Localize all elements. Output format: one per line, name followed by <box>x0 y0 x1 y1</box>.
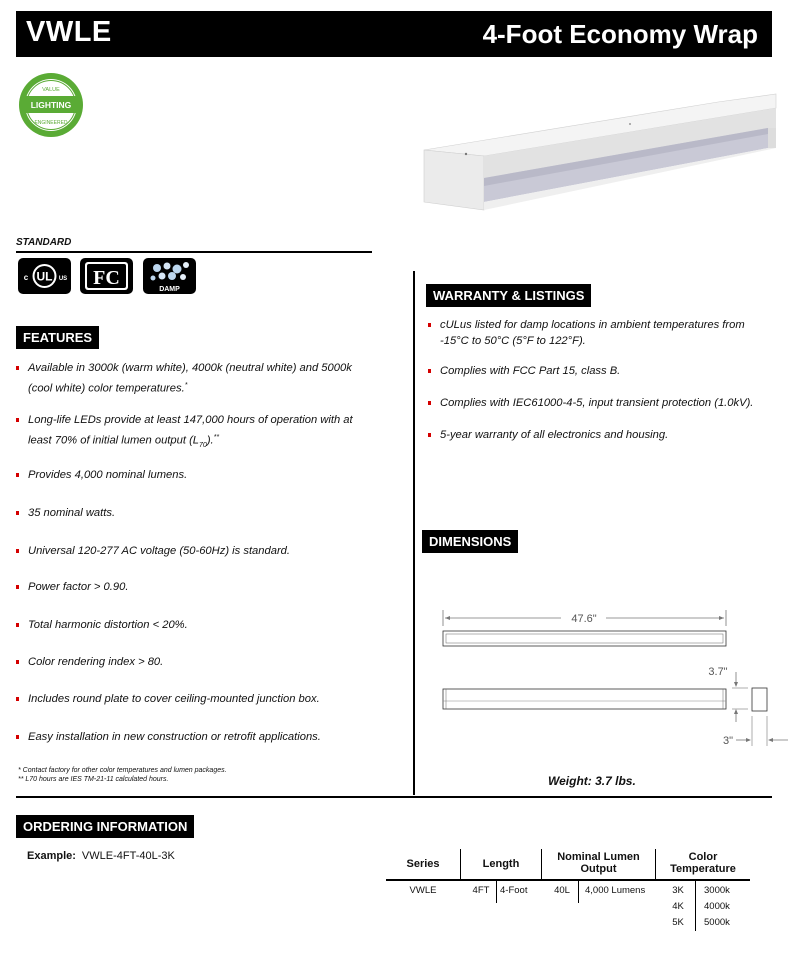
feature-item: Provides 4,000 nominal lumens. <box>16 467 386 484</box>
column-divider <box>413 271 415 795</box>
color-code: 3K <box>672 885 684 896</box>
length-code: 4FT <box>472 885 490 896</box>
length-dimension: 47.6" <box>571 613 597 625</box>
color-desc: 4000k <box>704 901 730 912</box>
ul-listed-icon <box>18 258 71 294</box>
table-divider <box>655 849 656 879</box>
series-value: VWLE <box>409 885 437 896</box>
feature-item: Color rendering index > 80. <box>16 654 386 671</box>
svg-text:US: US <box>58 276 68 282</box>
dimension-drawing <box>436 600 796 760</box>
feature-item: Available in 3000k (warm white), 4000k (neutral white) and 5000k (cool white) color temperatures.* <box>16 360 386 398</box>
col-lumen-header: Nominal Lumen Output <box>557 851 640 875</box>
model-name: VWLE <box>26 16 112 48</box>
table-divider <box>460 849 461 879</box>
example-label: Example: <box>27 850 76 862</box>
features-heading: FEATURES <box>16 326 99 349</box>
svg-text:UL: UL <box>36 269 53 284</box>
feature-item: 35 nominal watts. <box>16 505 386 522</box>
standard-rule <box>16 251 372 253</box>
dimensions-heading: DIMENSIONS <box>422 530 518 553</box>
product-image <box>418 88 778 218</box>
standard-label: STANDARD <box>16 237 72 248</box>
badge-middle-text: LIGHTING <box>30 100 72 110</box>
color-code: 5K <box>672 917 684 928</box>
title-bar <box>16 11 772 57</box>
warranty-heading: WARRANTY & LISTINGS <box>426 284 591 307</box>
svg-text:c: c <box>23 273 29 282</box>
ordering-example <box>27 850 175 862</box>
footnote: ** L70 hours are IES TM-21-11 calculated hours. <box>18 776 169 783</box>
cell-divider <box>496 881 497 903</box>
product-title: 4-Foot Economy Wrap <box>482 19 758 49</box>
lumen-code: 40L <box>554 885 570 896</box>
svg-text:DAMP: DAMP <box>159 286 180 293</box>
feature-item: Power factor > 0.90. <box>16 579 386 596</box>
damp-rated-icon <box>143 258 196 294</box>
length-desc: 4-Foot <box>500 885 528 896</box>
warranty-item: Complies with FCC Part 15, class B. <box>428 363 783 379</box>
col-color-header: Color Temperature <box>670 851 736 875</box>
feature-item: Long-life LEDs provide at least 147,000 hours of operation with at least 70% of initial lumen output $(L_{70}).^{**}$ <box>16 412 386 454</box>
value-engineered-badge <box>18 72 84 138</box>
cell-divider <box>695 881 696 931</box>
feature-item: Includes round plate to cover ceiling-mounted junction box. <box>16 691 386 708</box>
warranty-item: cULus listed for damp locations in ambient temperatures from -15°C to 50°C (5°F to 122°F). <box>428 317 783 349</box>
badge-top-text: VALUE <box>42 87 60 93</box>
width-dimension: 3" <box>722 735 734 747</box>
footnote: * Contact factory for other color temperatures and lumen packages. <box>18 767 227 774</box>
feature-item: Universal 120-277 AC voltage (50-60Hz) is standard. <box>16 543 386 560</box>
feature-item: Easy installation in new construction or retrofit applications. <box>16 729 386 746</box>
badge-bottom-text: ENGINEERED <box>34 120 68 126</box>
lumen-desc: 4,000 Lumens <box>585 885 646 896</box>
footnotes <box>18 766 227 784</box>
table-divider <box>541 849 542 879</box>
section-divider <box>16 796 772 798</box>
svg-text:FC: FC <box>93 267 120 289</box>
height-dimension: 3.7" <box>708 666 728 678</box>
color-code: 4K <box>672 901 684 912</box>
col-length-header: Length <box>482 858 520 870</box>
ordering-heading: ORDERING INFORMATION <box>16 815 194 838</box>
color-desc: 3000k <box>704 885 730 896</box>
color-desc: 5000k <box>704 917 730 928</box>
cell-divider <box>578 881 579 903</box>
col-series-header: Series <box>406 858 440 870</box>
warranty-item: 5-year warranty of all electronics and housing. <box>428 427 783 443</box>
warranty-item: Complies with IEC61000-4-5, input transient protection (1.0kV). <box>428 395 783 411</box>
fcc-icon <box>80 258 133 294</box>
example-value: VWLE-4FT-40L-3K <box>81 850 175 862</box>
feature-item: Total harmonic distortion < 20%. <box>16 617 386 634</box>
weight-label: Weight: 3.7 lbs. <box>548 774 636 788</box>
